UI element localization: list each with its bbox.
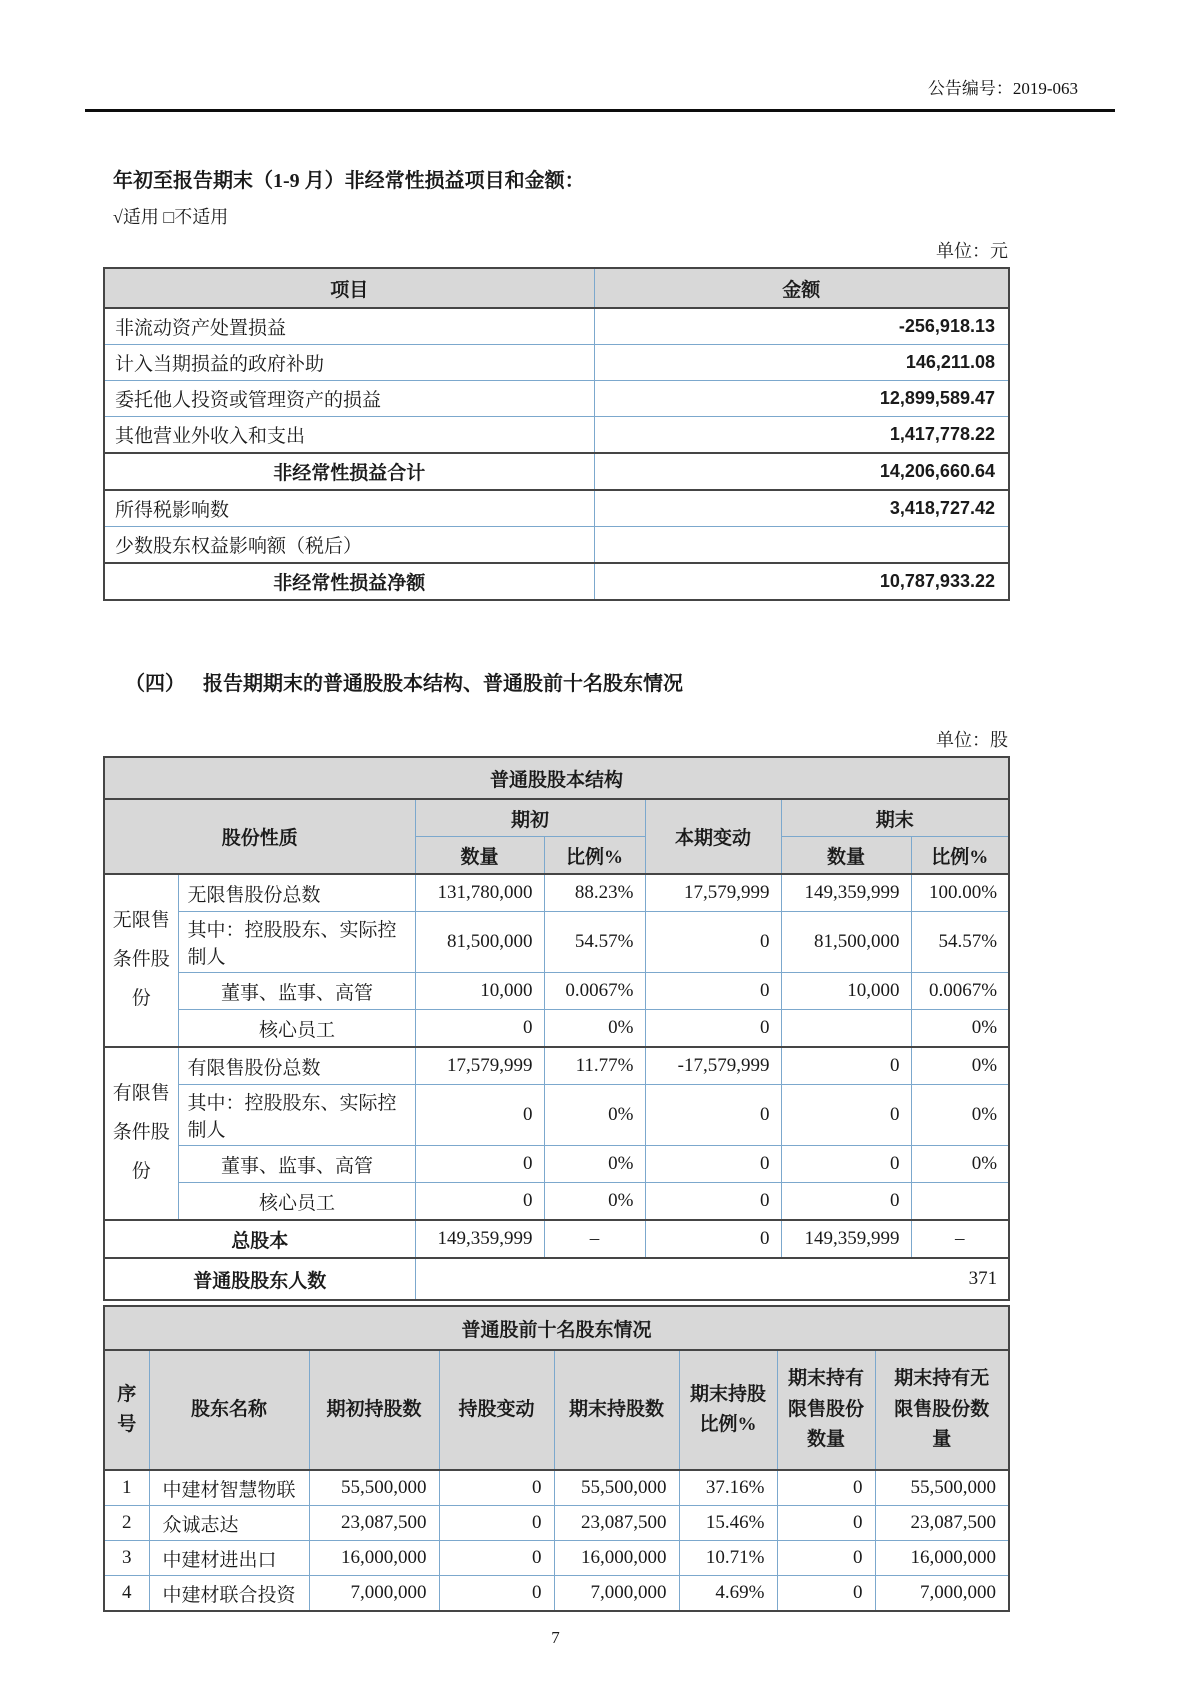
holder-no: 4: [104, 1576, 149, 1612]
holder-restricted: 0: [777, 1506, 875, 1541]
end-pct-cell: [911, 1183, 1009, 1221]
col-header-name: 股东名称: [149, 1350, 309, 1470]
holders-table-title: 普通股前十名股东情况: [104, 1306, 1009, 1350]
col-header-end-pct: 比例%: [911, 837, 1009, 875]
holder-change: 0: [439, 1541, 554, 1576]
holder-no: 1: [104, 1470, 149, 1506]
holder-end: 55,500,000: [554, 1470, 679, 1506]
end-qty-cell: [781, 1010, 911, 1048]
amount-cell: 12,899,589.47: [594, 381, 1009, 417]
holder-row: [104, 1506, 1009, 1541]
end-qty-cell: 0: [781, 1183, 911, 1221]
end-qty-cell: 0: [781, 1146, 911, 1183]
nonrecurring-header-row: [104, 268, 1009, 308]
capital-header-row-1: [104, 799, 1009, 837]
holder-pct: 4.69%: [679, 1576, 777, 1612]
holder-name: 中建材进出口: [149, 1541, 309, 1576]
begin-qty-cell: 131,780,000: [415, 874, 544, 912]
table-row: [104, 527, 1009, 564]
table-row: [104, 1146, 1009, 1183]
amount-cell: [594, 527, 1009, 564]
col-header-no: 序号: [104, 1350, 149, 1470]
change-cell: 0: [645, 1085, 781, 1146]
item-cell: 非流动资产处置损益: [104, 308, 594, 345]
holder-begin: 7,000,000: [309, 1576, 439, 1612]
announcement-number: 公告编号：2019-063: [927, 79, 1078, 98]
row-label: 无限售股份总数: [178, 874, 415, 912]
end-qty-cell: 10,000: [781, 973, 911, 1010]
table-row: [104, 308, 1009, 345]
holder-row: [104, 1541, 1009, 1576]
begin-pct-cell: 0%: [544, 1085, 645, 1146]
table-row: [104, 1085, 1009, 1146]
holder-unrestricted: 23,087,500: [875, 1506, 1009, 1541]
holder-unrestricted: 55,500,000: [875, 1470, 1009, 1506]
change-cell: 0: [645, 1146, 781, 1183]
change-cell: 0: [645, 1220, 781, 1258]
begin-qty-cell: 0: [415, 1010, 544, 1048]
capital-table-title: 普通股股本结构: [104, 757, 1009, 799]
section-four-heading: [125, 667, 1008, 696]
col-header-end: 期末: [781, 799, 1009, 837]
col-header-end-qty: 数量: [781, 837, 911, 875]
begin-pct-cell: 11.77%: [544, 1047, 645, 1085]
item-cell: 非经常性损益净额: [104, 563, 594, 600]
row-label: 有限售股份总数: [178, 1047, 415, 1085]
group-label-unrestricted: 无限售条件股份: [104, 874, 178, 1047]
holder-end: 23,087,500: [554, 1506, 679, 1541]
begin-qty-cell: 0: [415, 1085, 544, 1146]
item-cell: 少数股东权益影响额（税后）: [104, 527, 594, 564]
amount-cell: 3,418,727.42: [594, 490, 1009, 527]
holder-end: 7,000,000: [554, 1576, 679, 1612]
item-cell: 所得税影响数: [104, 490, 594, 527]
holder-begin: 16,000,000: [309, 1541, 439, 1576]
doc-header: [0, 0, 1200, 109]
total-capital-row: [104, 1220, 1009, 1258]
col-header-item: 项目: [104, 268, 594, 308]
top-holders-table: [103, 1305, 1010, 1612]
begin-qty-cell: 10,000: [415, 973, 544, 1010]
table-row: [104, 345, 1009, 381]
applicability-line: √适用 □不适用: [113, 207, 229, 227]
holder-change: 0: [439, 1576, 554, 1612]
nonrecurring-table: [103, 267, 1010, 601]
subtotal-row: [104, 453, 1009, 490]
begin-qty-cell: 0: [415, 1183, 544, 1221]
item-cell: 其他营业外收入和支出: [104, 417, 594, 454]
holder-row: [104, 1470, 1009, 1506]
holder-name: 中建材联合投资: [149, 1576, 309, 1612]
end-qty-cell: 81,500,000: [781, 912, 911, 973]
holders-header-row: [104, 1350, 1009, 1470]
holder-pct: 37.16%: [679, 1470, 777, 1506]
shareholder-count-label: 普通股股东人数: [104, 1258, 415, 1300]
holder-name: 中建材智慧物联: [149, 1470, 309, 1506]
holders-table-title-row: [104, 1306, 1009, 1350]
holder-restricted: 0: [777, 1576, 875, 1612]
row-label: 其中：控股股东、实际控制人: [178, 1085, 415, 1146]
capital-table-title-row: [104, 757, 1009, 799]
holder-no: 2: [104, 1506, 149, 1541]
col-header-begin: 期初: [415, 799, 645, 837]
change-cell: 0: [645, 1183, 781, 1221]
begin-pct-cell: 88.23%: [544, 874, 645, 912]
section-number: （四）: [125, 673, 185, 695]
end-pct-cell: 0%: [911, 1085, 1009, 1146]
amount-cell: -256,918.13: [594, 308, 1009, 345]
col-header-end: 期末持股数: [554, 1350, 679, 1470]
page-content: [103, 164, 1008, 1648]
col-header-begin: 期初持股数: [309, 1350, 439, 1470]
capital-structure-table: [103, 756, 1010, 1301]
end-pct-cell: 100.00%: [911, 874, 1009, 912]
group-label-restricted: 有限售条件股份: [104, 1047, 178, 1220]
end-pct-cell: 54.57%: [911, 912, 1009, 973]
change-cell: 0: [645, 912, 781, 973]
holder-restricted: 0: [777, 1541, 875, 1576]
holder-pct: 10.71%: [679, 1541, 777, 1576]
end-pct-cell: 0%: [911, 1010, 1009, 1048]
table-row: [104, 874, 1009, 912]
table-row: [104, 1010, 1009, 1048]
end-pct-cell: 0%: [911, 1146, 1009, 1183]
col-header-unrestricted: 期末持有无限售股份数量: [875, 1350, 1009, 1470]
total-capital-label: 总股本: [104, 1220, 415, 1258]
holder-change: 0: [439, 1470, 554, 1506]
shareholder-count-value: 371: [415, 1258, 1009, 1300]
col-header-change: 持股变动: [439, 1350, 554, 1470]
end-pct-cell: –: [911, 1220, 1009, 1258]
begin-pct-cell: –: [544, 1220, 645, 1258]
change-cell: 17,579,999: [645, 874, 781, 912]
table-row: [104, 1183, 1009, 1221]
begin-pct-cell: 0%: [544, 1183, 645, 1221]
table-row: [104, 1047, 1009, 1085]
amount-cell: 14,206,660.64: [594, 453, 1009, 490]
row-label: 核心员工: [178, 1183, 415, 1221]
begin-qty-cell: 149,359,999: [415, 1220, 544, 1258]
amount-cell: 146,211.08: [594, 345, 1009, 381]
holder-unrestricted: 7,000,000: [875, 1576, 1009, 1612]
amount-cell: 1,417,778.22: [594, 417, 1009, 454]
end-qty-cell: 149,359,999: [781, 874, 911, 912]
holder-pct: 15.46%: [679, 1506, 777, 1541]
begin-pct-cell: 0%: [544, 1010, 645, 1048]
holder-restricted: 0: [777, 1470, 875, 1506]
col-header-begin-qty: 数量: [415, 837, 544, 875]
table-row: [104, 973, 1009, 1010]
holder-begin: 23,087,500: [309, 1506, 439, 1541]
table-row: [104, 417, 1009, 454]
unit-line-share: 单位：股: [936, 730, 1008, 750]
holder-row: [104, 1576, 1009, 1612]
row-label: 董事、监事、高管: [178, 1146, 415, 1183]
table-row: [104, 490, 1009, 527]
end-qty-cell: 0: [781, 1047, 911, 1085]
begin-pct-cell: 54.57%: [544, 912, 645, 973]
page-number: 7: [551, 1628, 560, 1647]
end-qty-cell: 0: [781, 1085, 911, 1146]
item-cell: 委托他人投资或管理资产的损益: [104, 381, 594, 417]
holder-change: 0: [439, 1506, 554, 1541]
item-cell: 非经常性损益合计: [104, 453, 594, 490]
amount-cell: 10,787,933.22: [594, 563, 1009, 600]
row-label: 董事、监事、高管: [178, 973, 415, 1010]
col-header-share-type: 股份性质: [104, 799, 415, 874]
item-cell: 计入当期损益的政府补助: [104, 345, 594, 381]
end-qty-cell: 149,359,999: [781, 1220, 911, 1258]
begin-qty-cell: 17,579,999: [415, 1047, 544, 1085]
holder-no: 3: [104, 1541, 149, 1576]
change-cell: 0: [645, 973, 781, 1010]
end-pct-cell: 0.0067%: [911, 973, 1009, 1010]
begin-pct-cell: 0.0067%: [544, 973, 645, 1010]
begin-pct-cell: 0%: [544, 1146, 645, 1183]
row-label: 核心员工: [178, 1010, 415, 1048]
table-row: [104, 381, 1009, 417]
change-cell: 0: [645, 1010, 781, 1048]
change-cell: -17,579,999: [645, 1047, 781, 1085]
header-divider: [85, 109, 1115, 112]
shareholder-count-row: [104, 1258, 1009, 1300]
net-total-row: [104, 563, 1009, 600]
row-label: 其中：控股股东、实际控制人: [178, 912, 415, 973]
section-heading-text: 报告期期末的普通股股本结构、普通股前十名股东情况: [203, 673, 683, 695]
col-header-pct: 期末持股比例%: [679, 1350, 777, 1470]
holder-name: 众诚志达: [149, 1506, 309, 1541]
col-header-begin-pct: 比例%: [544, 837, 645, 875]
table-row: [104, 912, 1009, 973]
begin-qty-cell: 81,500,000: [415, 912, 544, 973]
col-header-change: 本期变动: [645, 799, 781, 874]
holder-end: 16,000,000: [554, 1541, 679, 1576]
col-header-restricted: 期末持有限售股份数量: [777, 1350, 875, 1470]
col-header-amount: 金额: [594, 268, 1009, 308]
begin-qty-cell: 0: [415, 1146, 544, 1183]
unit-line-yuan: 单位：元: [936, 241, 1008, 261]
nonrecurring-section-title: 年初至报告期末（1-9 月）非经常性损益项目和金额：: [113, 170, 585, 192]
holder-unrestricted: 16,000,000: [875, 1541, 1009, 1576]
end-pct-cell: 0%: [911, 1047, 1009, 1085]
holder-begin: 55,500,000: [309, 1470, 439, 1506]
